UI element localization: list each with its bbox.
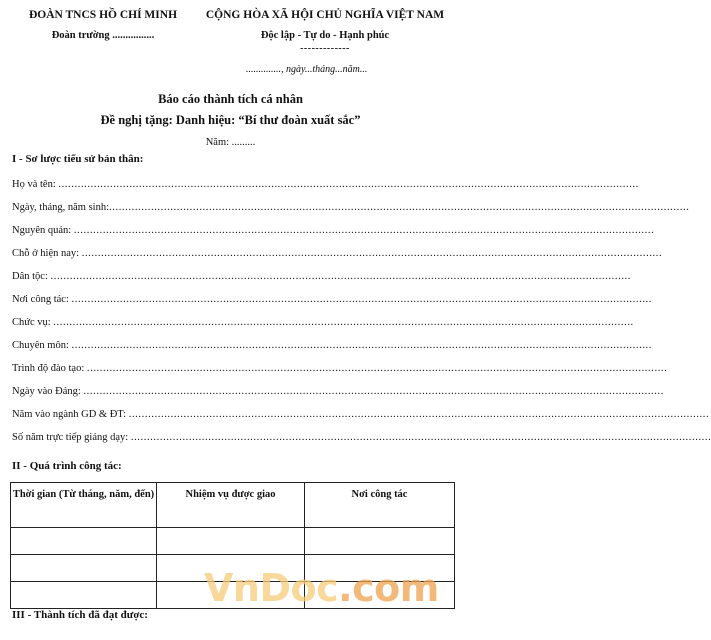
form-field[interactable] — [12, 317, 634, 328]
table-cell[interactable] — [11, 555, 157, 582]
form-field[interactable] — [12, 225, 655, 236]
form-field[interactable] — [12, 363, 668, 374]
section-2-heading: II - Quá trình công tác: — [12, 460, 122, 472]
field-label: Ngày vào Đảng: — [12, 386, 84, 397]
field-label: Nguyên quán: — [12, 225, 74, 236]
field-label: Chức vụ: — [12, 317, 54, 328]
field-blank[interactable]: .................................................................................................................................................................................... — [71, 294, 652, 305]
table-header-row — [11, 483, 455, 528]
table-cell[interactable] — [305, 528, 455, 555]
form-field[interactable] — [12, 432, 711, 443]
field-blank[interactable]: .................................................................................................................................................................................... — [130, 432, 711, 443]
country-name: CỘNG HÒA XÃ HỘI CHỦ NGHĨA VIỆT NAM — [205, 9, 445, 21]
form-field[interactable] — [12, 409, 710, 420]
date-line: .............., ngày...tháng...năm... — [246, 64, 368, 75]
field-blank[interactable]: .................................................................................................................................................................................... — [128, 409, 710, 420]
form-field[interactable] — [12, 386, 664, 397]
field-blank[interactable]: .................................................................................................................................................................................... — [50, 271, 631, 282]
column-header-time: Thời gian (Từ tháng, năm, đến) — [11, 483, 157, 528]
header-left — [12, 8, 194, 44]
header-right — [196, 8, 454, 53]
field-blank[interactable]: .................................................................................................................................................................................... — [109, 202, 690, 213]
field-label: Dân tộc: — [12, 271, 51, 282]
form-field[interactable] — [12, 248, 663, 259]
report-title: Báo cáo thành tích cá nhân — [158, 92, 303, 106]
report-year: Năm: ......... — [205, 137, 256, 148]
table-cell[interactable] — [157, 528, 305, 555]
form-field[interactable] — [12, 179, 639, 190]
field-blank[interactable]: .................................................................................................................................................................................... — [81, 248, 663, 259]
section-1-heading: I - Sơ lược tiểu sử bản thân: — [12, 153, 144, 165]
field-label: Chỗ ở hiện nay: — [12, 248, 82, 259]
column-header-duty: Nhiệm vụ được giao — [157, 483, 305, 528]
form-field[interactable] — [12, 340, 652, 351]
field-blank[interactable]: .................................................................................................................................................................................... — [71, 340, 652, 351]
field-blank[interactable]: .................................................................................................................................................................................... — [73, 225, 655, 236]
field-label: Nơi công tác: — [12, 294, 72, 305]
field-blank[interactable]: .................................................................................................................................................................................... — [86, 363, 668, 374]
form-field[interactable] — [12, 294, 652, 305]
motto-rule: ------------- — [300, 43, 350, 54]
national-motto: Độc lập - Tự do - Hạnh phúc — [260, 30, 390, 41]
field-label: Trình độ đào tạo: — [12, 363, 87, 374]
column-header-workplace: Nơi công tác — [305, 483, 455, 528]
unit-name: Đoàn trường ................ — [51, 30, 155, 41]
field-blank[interactable]: .................................................................................................................................................................................... — [58, 179, 639, 190]
section-3-heading: III - Thành tích đã đạt được: — [12, 609, 148, 621]
field-blank[interactable]: .................................................................................................................................................................................... — [53, 317, 634, 328]
form-field[interactable] — [12, 271, 631, 282]
table-cell[interactable] — [11, 582, 157, 609]
watermark-logo: VnDoc.com — [204, 566, 439, 610]
form-field[interactable] — [12, 202, 690, 213]
field-label: Chuyên môn: — [12, 340, 72, 351]
field-label: Số năm trực tiếp giảng dạy: — [12, 432, 131, 443]
table-row — [11, 528, 455, 555]
table-cell[interactable] — [11, 528, 157, 555]
organization-name: ĐOÀN TNCS HỒ CHÍ MINH — [28, 9, 178, 21]
field-label: Năm vào ngành GD & ĐT: — [12, 409, 129, 420]
field-label: Họ và tên: — [12, 179, 59, 190]
award-title: Đề nghị tặng: Danh hiệu: “Bí thư đoàn xuất sắc” — [100, 113, 361, 127]
field-label: Ngày, tháng, năm sinh: — [12, 202, 110, 213]
field-blank[interactable]: .................................................................................................................................................................................... — [83, 386, 664, 397]
